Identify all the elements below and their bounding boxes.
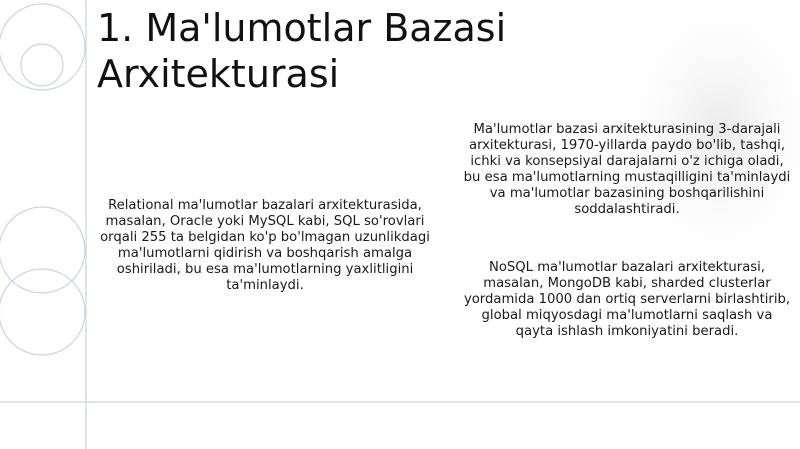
deco-circle-inner — [21, 44, 63, 86]
slide-title: 1. Ma'lumotlar Bazasi Arxitekturasi — [97, 6, 507, 96]
paragraph-relational: Relational ma'lumotlar bazalari arxitekturasida, masalan, Oracle yoki MySQL kabi, SQL so'rovlari orqali 255 ta belgidan ko'p bo'lmagan uzunlikdagi ma'lumotlarni qidirish va boshqarish amalga oshiriladi, bu esa ma'lumotlarning yaxlitligini ta'minlaydi. — [100, 198, 430, 293]
paragraph-nosql: NoSQL ma'lumotlar bazalari arxitekturasi, masalan, MongoDB kabi, sharded clusterlar yordamida 1000 dan ortiq serverlarni birlashtirib, global miqyosdagi ma'lumotlarni saqlash va qayta ishlash imkoniyatini beradi. — [463, 260, 791, 339]
paragraph-three-level: Ma'lumotlar bazasi arxitekturasining 3-darajali arxitekturasi, 1970-yillarda paydo bo'lib, tashqi, ichki va konsepsiyal darajalarni o'z ichiga oladi, bu esa ma'lumotlarning mustaqilligini ta'minlaydi va ma'lumotlar bazasining boshqarilishini soddalashtiradi. — [463, 122, 791, 217]
deco-circle-top — [0, 4, 85, 90]
